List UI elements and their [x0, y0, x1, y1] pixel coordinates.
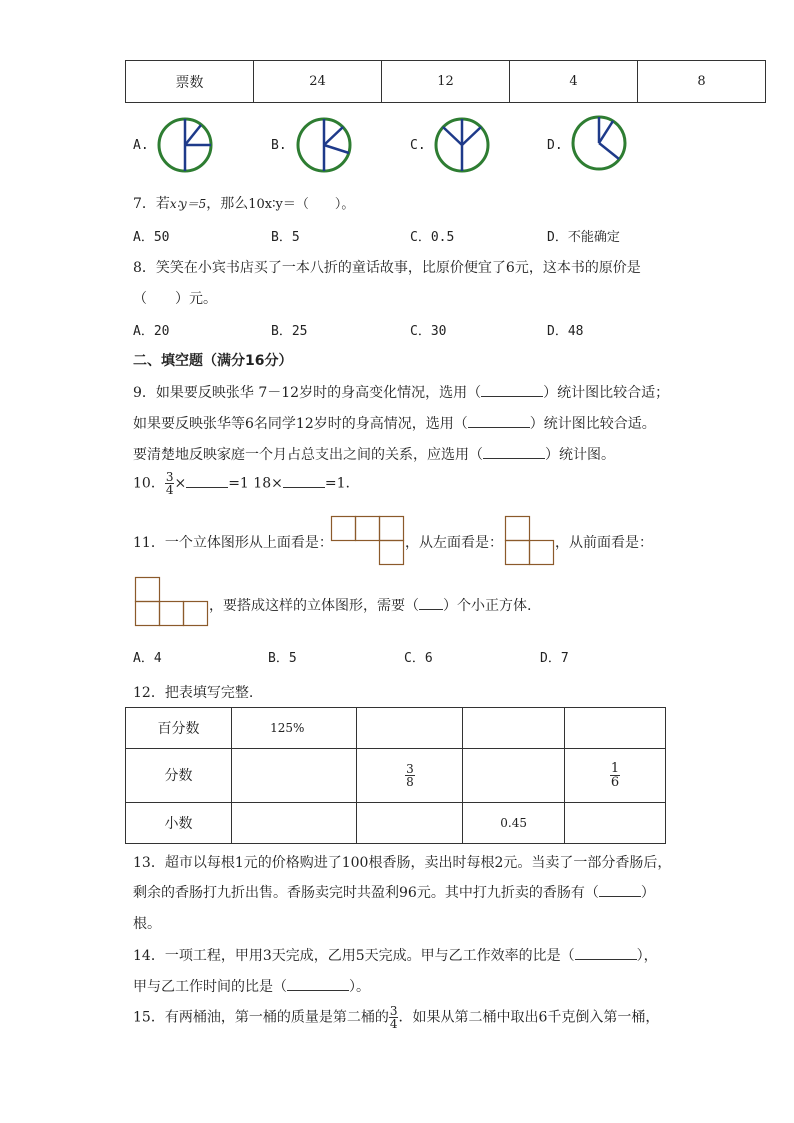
votes-value: 4 — [510, 61, 638, 103]
q7-option-d: D．不能确定 — [547, 230, 620, 245]
pie-option-b-label: B. — [271, 138, 287, 153]
q13-line3: 根。 — [133, 916, 161, 932]
table-cell: 125% — [232, 708, 357, 749]
q13-text: 剩余的香肠打九折出售。香肠卖完时共盈利96元。其中打九折卖的香肠有（ — [133, 885, 599, 901]
q8-line1: 8．笑笑在小宾书店买了一本八折的童话故事，比原价便宜了6元，这本书的原价是 — [133, 260, 641, 276]
q13-text: ） — [640, 885, 655, 901]
pie-option-d — [571, 115, 629, 173]
pie-line — [185, 125, 201, 145]
q14-line1 — [133, 945, 658, 965]
q11-option-a: A．4 — [133, 651, 162, 666]
table-cell[interactable] — [357, 708, 463, 749]
answer-blank[interactable] — [419, 609, 443, 610]
q8-option-a: A．20 — [133, 324, 170, 339]
votes-value: 12 — [382, 61, 510, 103]
q7-option-a: A．50 — [133, 230, 170, 245]
q14-text: ）， — [636, 948, 658, 964]
answer-blank[interactable] — [186, 487, 228, 488]
q9-text: 要清楚地反映家庭一个月占总支出之间的关系，应选用（ — [133, 447, 483, 463]
view-square — [356, 517, 380, 541]
fraction-numerator: 3 — [165, 470, 174, 484]
pie-line — [324, 127, 343, 145]
table-cell[interactable] — [564, 708, 665, 749]
answer-blank[interactable] — [468, 427, 530, 428]
q14-text: ）。 — [349, 979, 370, 995]
view-square — [332, 517, 356, 541]
q7-expr: 10x∶y＝（ ）。 — [248, 197, 355, 212]
pie-line — [324, 145, 349, 153]
q9-text: 9．如果要反映张华 7－12岁时的身高变化情况，选用（ — [133, 385, 482, 401]
view-square — [136, 578, 160, 602]
fraction-numerator: 3 — [389, 1004, 398, 1018]
q8-option-d: D．48 — [547, 324, 584, 339]
fraction-numerator: 1 — [610, 760, 620, 776]
view-square — [380, 517, 404, 541]
q14-text: 14．一项工程，甲用3天完成，乙用5天完成。甲与乙工作效率的比是（ — [133, 948, 575, 964]
pie-line — [443, 127, 462, 145]
fraction-numerator: 3 — [406, 761, 414, 776]
front-view-figure — [135, 577, 209, 627]
pie-line — [599, 143, 619, 159]
table-cell[interactable] — [357, 802, 463, 843]
q9-text: ）统计图比较合适。 — [529, 416, 656, 432]
view-square — [380, 541, 404, 565]
pie-option-d-label: D. — [547, 138, 563, 153]
row-label: 百分数 — [126, 708, 232, 749]
q7-text-mid: ，那么 — [206, 196, 249, 212]
pie-line — [599, 121, 613, 143]
fraction-denominator: 6 — [610, 774, 620, 790]
votes-header: 票数 — [126, 61, 254, 103]
q11-text: ，从左面看是： — [405, 535, 503, 551]
q11-option-c: C．6 — [404, 651, 433, 666]
answer-blank[interactable] — [599, 896, 641, 897]
view-square — [136, 602, 160, 626]
q7-text: 7．若 — [133, 196, 170, 212]
q11-text: ）个小正方体. — [443, 598, 532, 614]
q11-text: ，从前面看是： — [555, 535, 653, 551]
q15-line1 — [133, 1005, 659, 1030]
view-square — [160, 602, 184, 626]
view-square — [184, 602, 208, 626]
q8-option-c: C．30 — [410, 324, 447, 339]
q9-text: 如果要反映张华等6名同学12岁时的身高情况，选用（ — [133, 416, 468, 432]
pie-option-a — [157, 117, 215, 175]
q9-text: ）统计图。 — [545, 447, 615, 463]
q13-line2 — [133, 882, 655, 902]
answer-blank[interactable] — [287, 990, 349, 991]
q10-number: 10． — [133, 475, 165, 492]
q7-option-b: B．5 — [271, 230, 300, 245]
q7-option-c: C．0.5 — [410, 230, 455, 245]
q10-text: =1 18× — [228, 475, 283, 492]
view-square — [530, 541, 554, 565]
q7-question — [133, 193, 354, 213]
votes-table — [125, 60, 766, 103]
pie-option-b — [296, 117, 354, 175]
votes-value: 8 — [638, 61, 766, 103]
section-heading: 二、填空题（满分16分） — [133, 353, 293, 369]
answer-blank[interactable] — [575, 959, 637, 960]
top-view-figure — [331, 516, 405, 566]
q11-option-b: B．5 — [268, 651, 297, 666]
fraction-denominator: 4 — [165, 483, 174, 497]
answer-blank[interactable] — [283, 487, 325, 488]
times-sign: × — [174, 475, 187, 492]
table-cell[interactable] — [232, 802, 357, 843]
table-cell[interactable] — [463, 708, 565, 749]
q13-line1: 13．超市以每根1元的价格购进了100根香肠，卖出时每根2元。当卖了一部分香肠后， — [133, 855, 672, 871]
pie-option-c — [434, 117, 492, 175]
view-square — [506, 517, 530, 541]
answer-blank[interactable] — [483, 458, 545, 459]
left-view-figure — [505, 516, 555, 566]
q15-text: 15．有两桶油，第一桶的质量是第二桶的 — [133, 1009, 389, 1026]
q9-text: ）统计图比较合适； — [543, 385, 670, 401]
pie-option-a-label: A. — [133, 138, 149, 153]
fraction — [405, 763, 415, 788]
table-cell — [357, 749, 463, 802]
q9-line1 — [133, 382, 669, 402]
fraction-denominator: 8 — [406, 774, 414, 789]
table-cell — [564, 749, 665, 802]
q11-continuation — [209, 595, 531, 615]
q15-text: ．如果从第二桶中取出6千克倒入第一桶， — [398, 1009, 660, 1026]
pie-option-c-label: C. — [410, 138, 426, 153]
answer-blank[interactable] — [481, 396, 543, 397]
fraction-denominator: 4 — [389, 1017, 398, 1031]
q11-text: ，要搭成这样的立体图形，需要（ — [209, 598, 419, 614]
fraction — [610, 762, 620, 789]
q8-option-b: B．25 — [271, 324, 308, 339]
q7-condition: x∶y＝5 — [169, 197, 207, 211]
q9-line3 — [133, 444, 615, 464]
conversion-table — [125, 707, 666, 844]
table-cell[interactable] — [463, 749, 565, 802]
votes-value: 24 — [254, 61, 382, 103]
pie-line — [462, 127, 481, 145]
q8-line2: （ ）元。 — [133, 291, 217, 307]
view-square — [506, 541, 530, 565]
q9-line2 — [133, 413, 656, 433]
q11-text: 11．一个立体图形从上面看是： — [133, 535, 333, 551]
q11-option-d: D．7 — [540, 651, 569, 666]
row-label: 分数 — [126, 749, 232, 802]
q14-line2 — [133, 976, 370, 996]
q10-text: =1. — [324, 475, 350, 492]
table-cell: 0.45 — [463, 802, 565, 843]
table-cell[interactable] — [232, 749, 357, 802]
q10-question — [133, 471, 350, 496]
q12-title: 12．把表填写完整. — [133, 685, 254, 701]
q14-text: 甲与乙工作时间的比是（ — [133, 979, 287, 995]
row-label: 小数 — [126, 802, 232, 843]
table-cell[interactable] — [564, 802, 665, 843]
